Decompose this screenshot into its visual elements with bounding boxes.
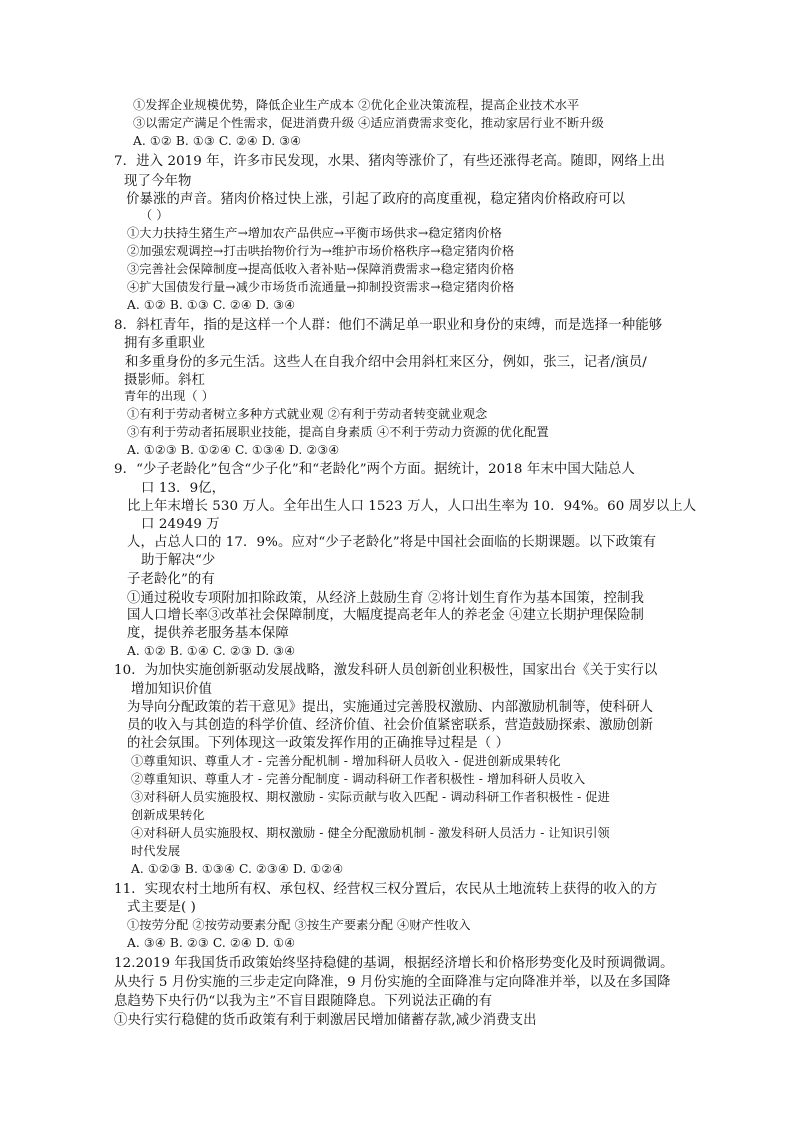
q8-stem-line-5: 青年的出现（ ）: [124, 389, 214, 403]
q10-option-4-line-1: ④对科研人员实施股权、期权激励 - 健全分配激励机制 - 激发科研人员活力 - 让知识引领: [131, 826, 610, 840]
q9-stem-line-3: 比上年末增长 530 万人。全年出生人口 1523 万人，人口出生率为 10．94%。60 周岁以上人: [127, 499, 697, 514]
q10-stem-line-3: 为导向分配政策的若干意见》提出，实施通过完善股权激励、内部激励机制等，使科研人: [127, 700, 654, 715]
q8-options-line-2: ③有利于劳动者拓展职业技能，提高自身素质 ④不利于劳动力资源的优化配置: [127, 425, 549, 439]
q6-options-line-2: ③以需定产满足个性需求，促进消费升级 ④适应消费需求变化，推动家居行业不断升级: [133, 116, 604, 130]
q7-answer-blank: （ ）: [140, 208, 169, 222]
q9-stem-line-2: 口 13．9亿，: [141, 481, 226, 496]
q10-stem-line-4: 员的收入与其创造的科学价值、经济价值、社会价值紧密联系，营造鼓励探索、激励创新: [127, 718, 654, 733]
q8-answers: A. ①②③ B. ①②④ C. ①③④ D. ②③④: [127, 443, 340, 457]
q10-answers: A. ①②③ B. ①③④ C. ②③④ D. ①②④: [131, 862, 344, 876]
q7-stem-line-3: 价暴涨的声音。猪肉价格过快上涨，引起了政府的高度重视，稳定猪肉价格政府可以: [126, 192, 626, 207]
q7-stem-line-1: 7．进入 2019 年，许多市民发现，水果、猪肉等涨价了，有些还涨得老高。随即，网络上出: [114, 154, 665, 169]
q9-options-line-3: 度，提供养老服务基本保障: [127, 626, 289, 641]
q7-option-1: ①大力扶持生猪生产→增加农产品供应→平衡市场供求→稳定猪肉价格: [127, 226, 502, 240]
q12-stem-line-3: 息趋势下央行仍“以我为主”不盲目跟随降息。下列说法正确的有: [114, 994, 493, 1009]
q10-option-1: ①尊重知识、尊重人才 - 完善分配机制 - 增加科研人员收入 - 促进创新成果转化: [131, 754, 561, 768]
q10-option-3-line-2: 创新成果转化: [131, 808, 205, 822]
q10-option-4-line-2: 时代发展: [131, 844, 181, 858]
q9-stem-line-4: 口 24949 万: [141, 517, 220, 532]
q10-stem-line-1: 10．为加快实施创新驱动发展战略，激发科研人员创新创业积极性，国家出台《关于实行以: [114, 663, 658, 678]
q8-stem-line-2: 拥有多重职业: [124, 336, 205, 351]
q7-answers: A. ①② B. ①③ C. ②④ D. ③④: [127, 298, 296, 312]
q6-answers: A. ①② B. ①③ C. ②④ D. ③④: [133, 134, 302, 148]
q9-options-line-2: 国人口增长率③改革社会保障制度，大幅度提高老年人的养老金 ④建立长期护理保险制: [127, 608, 644, 623]
q12-stem-line-1: 12.2019 年我国货币政策始终坚持稳健的基调，根据经济增长和价格形势变化及时预调微调。: [114, 956, 674, 971]
q8-options-line-1: ①有利于劳动者树立多种方式就业观 ②有利于劳动者转变就业观念: [127, 407, 488, 421]
q9-stem-line-1: 9．“少子老龄化”包含“少子化”和“老龄化”两个方面。据统计，2018 年末中国大陆总人: [114, 462, 635, 477]
q11-options: ①按劳分配 ②按劳动要素分配 ③按生产要素分配 ④财产性收入: [127, 918, 471, 932]
q8-stem-line-4: 摄影师。斜杠: [124, 373, 205, 388]
q7-stem-line-2: 现了今年物: [124, 174, 192, 189]
q9-stem-line-5: 人，占总人口的 17．9%。应对“少子老龄化”将是中国社会面临的长期课题。以下政策有: [127, 535, 657, 550]
q10-option-2: ②尊重知识、尊重人才 - 完善分配制度 - 调动科研工作者积极性 - 增加科研人员收入: [131, 772, 586, 786]
q6-options-line-1: ①发挥企业规模优势，降低企业生产成本 ②优化企业决策流程，提高企业技术水平: [133, 98, 580, 112]
q10-option-3-line-1: ③对科研人员实施股权、期权激励 - 实际贡献与收入匹配 - 调动科研工作者积极性 - 促进: [131, 790, 610, 804]
q7-option-2: ②加强宏观调控→打击哄抬物价行为→维护市场价格秩序→稳定猪肉价格: [127, 244, 515, 258]
q9-stem-line-6: 助于解决“少: [141, 553, 216, 568]
q8-stem-line-1: 8．斜杠青年，指的是这样一个人群：他们不满足单一职业和身份的束缚，而是选择一种能够: [114, 318, 663, 333]
q11-answers: A. ③④ B. ②③ C. ②④ D. ①④: [127, 936, 296, 950]
q11-stem-line-1: 11．实现农村土地所有权、承包权、经营权三权分置后，农民从土地流转上获得的收入的方: [114, 882, 658, 897]
q11-stem-line-2: 式主要是( ): [127, 900, 196, 915]
q9-answers: A. ①② B. ①④ C. ②③ D. ③④: [127, 644, 296, 658]
q9-options-line-1: ①通过税收专项附加扣除政策，从经济上鼓励生育 ②将计划生育作为基本国策，控制我: [127, 591, 644, 606]
q12-option-1: ①央行实行稳健的货币政策有利于刺激居民增加储蓄存款,减少消费支出: [114, 1013, 537, 1028]
q10-stem-line-5: 的社会氛围。下列体现这一政策发挥作用的正确推导过程是（ ）: [127, 736, 510, 751]
q7-option-3: ③完善社会保障制度→提高低收入者补贴→保障消费需求→稳定猪肉价格: [127, 262, 515, 276]
q8-stem-line-3: 和多重身份的多元生活。这些人在自我介绍中会用斜杠来区分，例如，张三，记者/演员/: [125, 355, 647, 370]
q7-option-4: ④扩大国债发行量→减少市场货币流通量→抑制投资需求→稳定猪肉价格: [127, 280, 515, 294]
q10-stem-line-2: 增加知识价值: [131, 682, 212, 697]
q12-stem-line-2: 从央行 5 月份实施的三步走定向降准，9 月份实施的全面降准与定向降准并举，以及在多国降: [114, 975, 671, 990]
q9-stem-line-7: 子老龄化”的有: [127, 572, 215, 587]
